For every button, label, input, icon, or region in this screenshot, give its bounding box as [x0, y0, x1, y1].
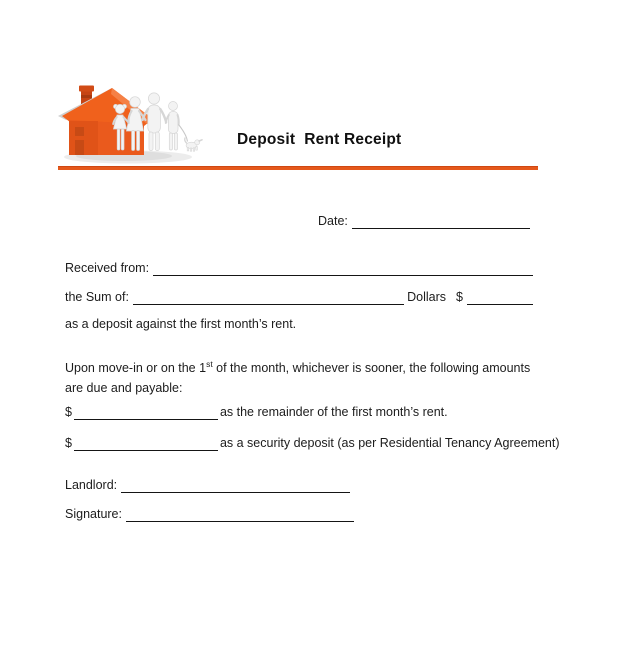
signature-field[interactable]	[126, 506, 354, 522]
date-field[interactable]	[352, 213, 530, 229]
deposit-note-text: as a deposit against the first month’s rent.	[65, 317, 297, 331]
received-from-field[interactable]	[153, 260, 533, 276]
landlord-row	[65, 477, 350, 493]
ordinal-superscript: st	[206, 358, 213, 369]
terms-text-before: Upon move-in or on the 1	[65, 361, 207, 375]
terms-paragraph	[65, 359, 531, 398]
sum-words-field[interactable]	[133, 289, 404, 305]
header-divider	[58, 166, 538, 170]
landlord-field[interactable]	[121, 477, 350, 493]
date-row	[318, 213, 530, 229]
first-month-remainder-field[interactable]	[74, 404, 218, 420]
page-title: Deposit Rent Receipt	[237, 131, 402, 148]
amount1-description: as the remainder of the first month’s rent.	[219, 405, 448, 419]
landlord-label: Landlord:	[65, 478, 118, 492]
received-from-row	[65, 260, 533, 276]
currency-symbol: $	[456, 290, 463, 304]
sum-row	[65, 289, 533, 305]
sum-label: the Sum of:	[65, 290, 129, 304]
security-deposit-row	[65, 435, 560, 451]
dog-leash	[179, 125, 188, 142]
terms-text-after: of the month, whichever is sooner, the following amounts are due and payable:	[65, 361, 531, 395]
family-house-logo	[56, 79, 206, 167]
first-month-remainder-row	[65, 404, 448, 420]
dollars-label: Dollars	[407, 290, 447, 304]
amount2-description: as a security deposit (as per Residential Tenancy Agreement)	[219, 436, 560, 450]
received-from-label: Received from:	[65, 261, 150, 275]
amount2-currency-symbol: $	[65, 436, 72, 450]
signature-label: Signature:	[65, 507, 122, 521]
security-deposit-field[interactable]	[74, 435, 218, 451]
house-family-illustration	[56, 79, 206, 167]
sum-amount-field[interactable]	[467, 289, 533, 305]
amount1-currency-symbol: $	[65, 405, 72, 419]
signature-row	[65, 506, 354, 522]
date-label: Date:	[318, 214, 348, 228]
deposit-note-row	[65, 316, 296, 332]
